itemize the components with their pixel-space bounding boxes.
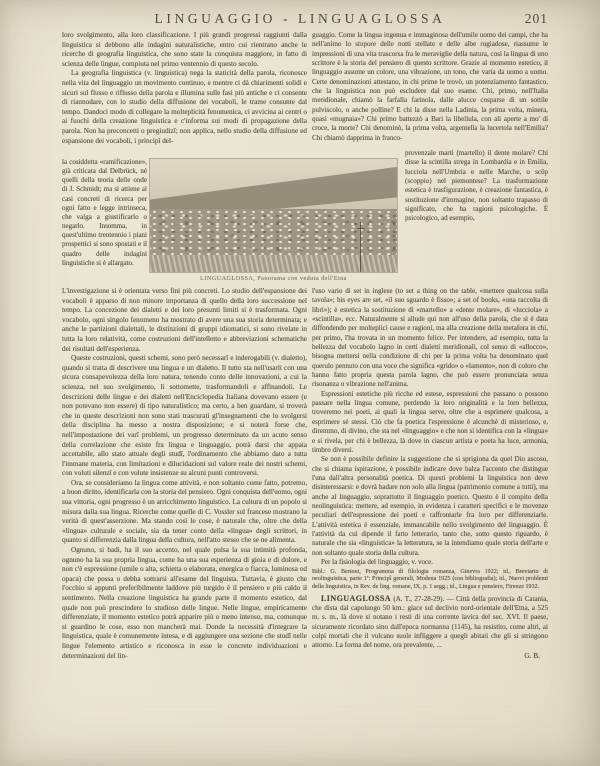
right-column-top — [312, 31, 548, 150]
paragraph-espressioni-estetiche: Espressioni estetiche più ricche ed estese, espressioni che passano o possono passare nella lingua comune, perdendo la loro originalità e la loro bellezza, troveremo nei poeti, ai quali la lingua serve, oltre che a esprimere qualcosa, a esprimere sé stessi. Ciò che fa poetica l'espressione è alcunché di misterioso, e, diremmo, di divino, che sta nel «linguaggio» e che non si identifica con la «lingua» e si rivela, per chi è bellezza, là dove in ciascun artista e poeta ha luce, armonia, timbro diversi. — [312, 389, 548, 454]
photo-caption: LINGUAGLOSSA, Panorama con veduta dell'Etna — [200, 275, 347, 282]
paragraph-investigazione: L'investigazione si è orientata verso fini più concreti. Lo studio dell'espansione dei vocaboli è apparso di non minore importanza di quello della loro successione nel tempo. La concezione dei dialetti e dei loro presunti limiti si è trasformata. Ogni vocabolo, ogni singolo fenomeno ha mostrato di avere una sua storia determinata; e anche le partizioni dialettali, le distinzioni di gruppi idiomatici, si sono rivelate in tutta la loro relatività, come costruzioni dell'intelletto e abbreviazioni schematiche dei risultati dell'esperienza. — [62, 287, 307, 353]
entry-body: (A. T., 27-28-29). — Città della provincia di Catania, che dista dal capoluogo 50 km.: giace sul declivio nord-orientale dell'Etna, a 525 m. s. m., là dove si notano i resti di una corrente lavica del sec. XVI. Il paese, sicuramente ricordato sino dall'epoca normanna (1145), ha resistito, come altri, ai colpi mortali che il vulcano suole infliggere a quegli abitati che gli si stringono attorno. La forma del nome, ora prevalente, ... — [312, 594, 548, 650]
left-column-beside-photo — [62, 158, 147, 286]
left-column-top — [62, 31, 307, 159]
entry-linguaglossa — [312, 594, 548, 651]
entry-signature: G. B. — [524, 650, 540, 660]
left-column-bottom — [62, 287, 307, 724]
photo-linguaglossa-etna-panorama — [150, 159, 397, 272]
photo-utility-pole — [360, 222, 362, 272]
paragraph-continuation: guaggio. Come la lingua ingenua e immaginosa dell'umile uomo dei campi, che ha nell'animo lo stupore delle notti stellate e delle albe rugiadose, riassume le impressioni di una vita trascorsa fra le meraviglie della natura, così la lingua di uno scrittore è la storia del pensiero di questo scrittore. Grazie al momento estetico, il linguaggio assume un colore, una vibrazione, un tono, che varia da uomo a uomo. Certe denominazioni attestano, in chi prime le trovò, un potenziamento fantastico, che la linguistica non può escludere dal suo esame. Chi, primo, nell'Italia meridionale, chiamò la farfalla farinola, dalle alucce cosparse di un sottile pulviscolo, o anche polline? E chi la disse nella Ladinia, la prima volta, minera, quasi «mugnaia»? Chi primo battezzò a Bari la libellula, con ali aperte a mo' di croce, la morte? Chi denominò, la prima volta, argentella la lucertola nell'Emilia? Chi chiamò dapprima in franco- — [312, 31, 548, 142]
page-number: 201 — [524, 11, 548, 26]
right-column-bottom — [312, 287, 548, 761]
entry-headword: LINGUAGLOSSA — [321, 593, 392, 603]
paragraph-accento: Ognuno, si badi, ha il suo accento, nel quale pulsa la sua intimità profonda, ognuno ha la sua propria lingua, come ha una sua esperienza di gioia e di dolore, e non c'è espressione (umile o alta, schietta o elaborata, energica o fiacca, luminosa od opaca) che possa o debba sottrarsi all'esame del linguista. Tuttavia, è giusto che l'occhio si appunti preferibilmente laddove più turgido è il pensiero e più caldo il sentimento. Nella creazione linguistica ha grande parte il momento estetico, dal quale non può prescindere lo studioso delle lingue. Nelle lingue, empiricamente differenziate, il momento estetico potrà apparire più o meno intenso, ma, comunque si guardino le cose, esso non mancherà mai. Donde la necessità d'integrare la linguistica, quale è comunemente intesa, e di aggiungere una sezione che studî nelle lingue l'elemento artistico e riconosca in esse le concrete individuazioni e determinazioni del lin- — [62, 546, 307, 660]
paragraph-continuation: loro svolgimento, alla loro classificazione. I più grandi progressi raggiunti dalla linguistica si debbono alle indagini naturalistiche, entro cui rientrano anche le ricerche di geografia linguistica, che sono state la conquista maggiore, in fatto di scienza delle lingue, compiuta nel primo ventennio di questo secolo. — [62, 31, 307, 68]
paragraph-fragment: la cosiddetta «ramificazione», già criticata dal Delbrück, né quelli della teoria delle onde di J. Schmidt; ma si attiene ai casi concreti di ricerca per ogni fatto e legge intrinseca, che valga a giustificarlo o negarlo. Insomma, in quest'ultimo trentennio i piani prospettici si sono spostati e il quadro delle indagini linguistiche si è allargato. — [62, 158, 147, 267]
paragraph-geografia-linguistica: La geografia linguistica (v. linguistica) nega la staticità della parola, riconosce nella vita del linguaggio un movimento continuo, e mentre ci dà chiarimenti solidi e sicuri sul flusso e riflusso della parola e illumina sulle fasi più antiche e ci consente di riannodare, con lo studio della diffusione dei vocaboli, le trame consunte dal tempo. Dandoci modo di collegare la molteplicità fenomenica, ci avvicina ai centri o ai fuochi della creazione linguistica e c'informa sui modi di propagazione della parola. Non ha preconcetti o pregiudizî; non applica, nello studio della diffusione ed espansione dei vocaboli, i principî del- — [62, 69, 307, 145]
page-header-title: LINGUAGGIO - LINGUAGLOSSA — [154, 11, 446, 26]
paragraph-fragment: provenzale martì (martello) il dente molare? Chi disse la scintilla strega in Lombardia e in Emilia, lucciola nell'Umbria e nelle Marche, o scöp (scoppio) nel piemontese? La trasformazione estetica è trasfigurazione, è creazione fantastica, è sostituzione d'immagine, non soltanto trapasso di significato, che ha ragioni psicologiche. È psicologico, ad esempio, — [405, 149, 548, 223]
paragraph-set-inglese: l'uso vario di set in inglese (to set a thing on the table, «mettere qualcosa sulla tavola»; his eyes are set, «il suo sguardo è fisso»; a set of books, «una raccolta di libri»); è estetica la sostituzione di «martello» a «dente molare», di «lucciola» a «scintilla», ecc. Naturalmente si allude qui non all'uso della parola, che si è data diffondendo per molteplici cause e ragioni, ma alla creazione della metafora in chi, per primo, l'ha trovata in un momento felice. Per intendere, ad esempio, tutta la bellezza del vocabolo lagno in certi dialetti meridionali, col senso di «allocco», bisogna mettersi nella condizione di chi per la prima volta ha denominato quel querulo pennuto con una voce che significa «grido» o «lamento», non di coloro che hanno fatto propria questa parola lagno, che può essere pronunciata senza risonanza o vibrazione nell'anima. — [312, 287, 548, 389]
bibliography-block: Bibl.: G. Bertoni, Programma di filologia romanza, Ginevra 1922; id., Breviario di neolinguistica, parte 1ª: Principî generali, Modena 1925 (con bibliografia); id., Nuovi problemi della linguistica, in Rev. de ling. romane, IX, p. 1 segg.; id., Lingua e pensiero, Firenze 1932. — [312, 568, 548, 590]
paragraph-dio-ascoso: Se non è possibile definire la suggestione che si sprigiona da quel Dio ascoso, che si chiama ispirazione, è possibile indicare dove balza l'accento che distingue l'una dall'altra personalità poetica. Di questi problemi la linguistica non deve disinteressarsi: e dovrà badare non solo alla lingua (patrimonio comune a tutti), ma anche al linguaggio, soprattutto il linguaggio poetico. Questo è il compito della neolinguistica: mettere, ad esempio, in evidenza i caratteri specifici e le movenze peculiari dell'espressione dei poeti e raffrontarle fra loro per differenziarle. L'attività estetica è essenziale, immancabile nello svolgimento del linguaggio. È l'attività da cui dipende il fatto letterario, tanto che, sotto questo riguardo, è naturale che sia «linguistica» la letteratura, se la intendiamo quale storia dell'arte e non soltanto quale storia della cultura. — [312, 455, 548, 557]
paragraph-lingua-attivita: Ora, se consideriamo la lingua come attività, e non soltanto come fatto, potremo, a buon diritto, identificarla con la storia del pensiero. Ogni conquista dell'uomo, ogni sua vittoria, ogni progresso è un arricchimento linguistico. La cultura di un popolo si misura dalla sua lingua. Ricerche come quelle di C. Vossler sul francese mostrano la verità di quest'asserzione. Ma stando così le cose, è naturale che, oltre che della «lingua» culturale e sociale, sia da tener conto della «lingua» degli scrittori, in quanto si differenzia dalla lingua della cultura, nell'atto stesso che se ne alimenta. — [62, 478, 307, 545]
paragraph-costruzioni: Queste costruzioni, questi schemi, sono però necessarî e inderogabili (v. dialetto), quando si tratta di descrivere una lingua e un dialetto. Il tutto sta nell'usarli con una sicura consapevolezza della loro natura, tenendo conto delle innovazioni, a cui la scienza, nel suo svolgimento, li sottomette, trasformandoli e affinandoli. Le descrizioni delle lingue e dei dialetti nell'Enciclopedia Italiana dovevano essere (e non potevano non essere) di tipo naturalistico; ma certo, a ben guardare, si troverà che in queste descrizioni non sono stati trascurati gl'insegnamenti che lo svolgersi della disciplina ha messo a nostra disposizione; e si noterà forse che, nell'impostazione dei varî problemi, un progresso determinato da un acuto senso della correlazione che esiste fra lingua e linguaggio, potrà darsi che appaia accettabile, allo stato attuale degli studî, l'ordinamento che abbiamo dato a tutta l'immane materia, con limitazioni e dilucidazioni sul valore reale dei nostri schemi, con voluti silenzî e con volute insistenze su alcuni punti controversi. — [62, 354, 307, 478]
right-column-beside-photo — [405, 149, 548, 284]
paragraph-fisiologia-rimando: Per la fisiologia del linguaggio, v. voce. — [321, 557, 434, 566]
